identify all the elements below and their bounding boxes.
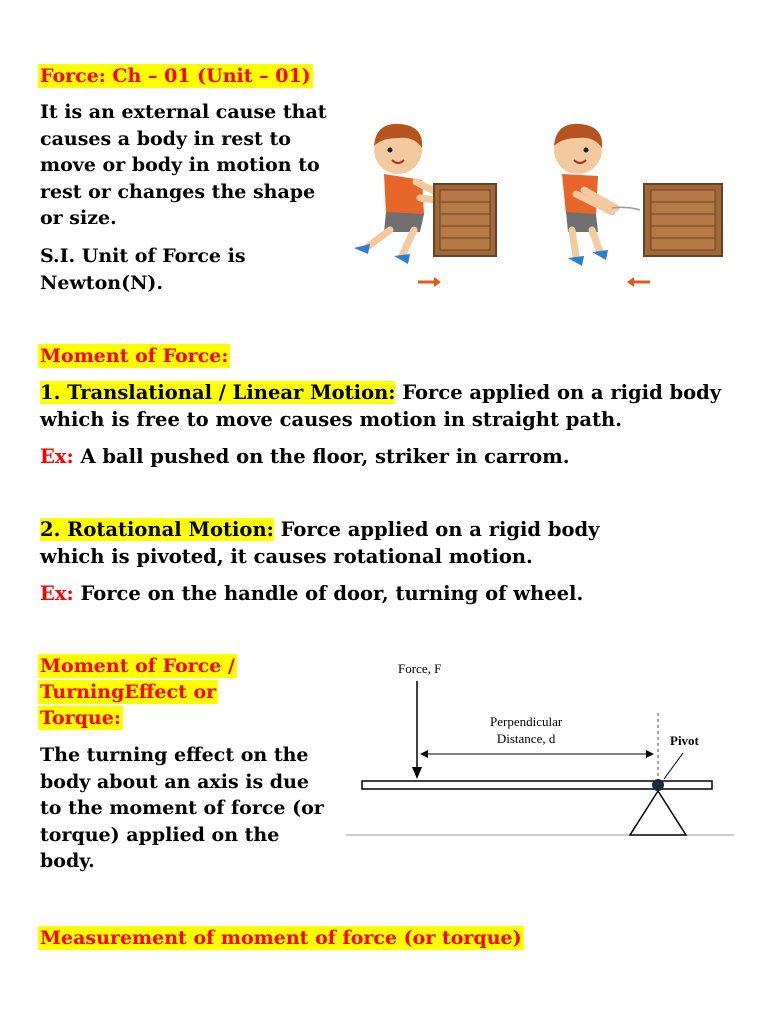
measurement-heading: Measurement of moment of force (or torque) <box>40 927 522 949</box>
si-unit-line: Newton(N). <box>40 271 164 294</box>
translational-label: 1. Translational / Linear Motion: <box>40 381 396 404</box>
rotational-label: 2. Rotational Motion: <box>40 518 274 541</box>
example-text: Force on the handle of door, turning of wheel. <box>73 582 584 605</box>
torque-heading-line: Torque: <box>40 707 121 729</box>
translational-example <box>40 443 740 470</box>
crate-right <box>644 184 722 256</box>
torque-heading <box>38 654 237 732</box>
force-definition <box>40 99 340 232</box>
translational-line-2: which is free to move causes motion in straight path. <box>40 408 623 431</box>
definition-line: rest or changes the shape <box>40 180 316 203</box>
distance-arrow-icon <box>420 750 654 758</box>
example-label: Ex: <box>40 445 74 468</box>
translational-line-1 <box>40 379 740 406</box>
arrow-right-icon <box>418 277 441 287</box>
si-unit <box>40 243 340 296</box>
turning-line: body about an axis is due <box>40 770 309 793</box>
turning-line: torque) applied on the <box>40 823 280 846</box>
example-label: Ex: <box>40 582 74 605</box>
turning-line: body. <box>40 850 95 872</box>
definition-line: causes a body in rest to <box>40 127 291 150</box>
pivot-dot <box>652 779 664 791</box>
crate-left <box>434 184 496 256</box>
example-text: A ball pushed on the floor, striker in carrom. <box>73 445 570 468</box>
rotational-line-2: which is pivoted, it causes rotational motion. <box>40 545 533 568</box>
fulcrum-triangle <box>630 791 686 835</box>
translational-text: Force applied on a rigid body <box>395 381 722 404</box>
turning-line: The turning effect on the <box>40 744 309 766</box>
translational-motion <box>40 379 740 470</box>
chapter-heading: Force: Ch – 01 (Unit – 01) <box>40 65 311 87</box>
definition-line: It is an external cause that <box>40 101 327 123</box>
push-pull-illustration <box>340 110 740 300</box>
torque-heading-line: TurningEffect or <box>40 681 217 703</box>
definition-line: move or body in motion to <box>40 154 320 176</box>
definition-line: or size. <box>40 207 117 229</box>
moment-of-force-heading: Moment of Force: <box>40 345 229 367</box>
arrow-left-icon <box>627 277 650 287</box>
torque-diagram <box>340 655 740 845</box>
pivot-label: Pivot <box>670 733 699 748</box>
distance-label: Perpendicular Distance, d <box>490 714 563 746</box>
si-unit-line: S.I. Unit of Force is <box>40 245 246 267</box>
force-arrow-icon <box>412 681 422 779</box>
rotational-line-1 <box>40 516 740 543</box>
turning-line: to the moment of force (or <box>40 797 324 819</box>
turning-effect-text <box>40 742 340 875</box>
rotational-motion <box>40 516 740 607</box>
boy-pulling-figure <box>554 124 640 266</box>
force-label: Force, F <box>398 661 442 676</box>
rotational-example <box>40 580 740 607</box>
rotational-text: Force applied on a rigid body <box>273 518 600 541</box>
boy-pushing-figure <box>354 124 436 264</box>
torque-heading-line: Moment of Force / <box>40 655 235 677</box>
